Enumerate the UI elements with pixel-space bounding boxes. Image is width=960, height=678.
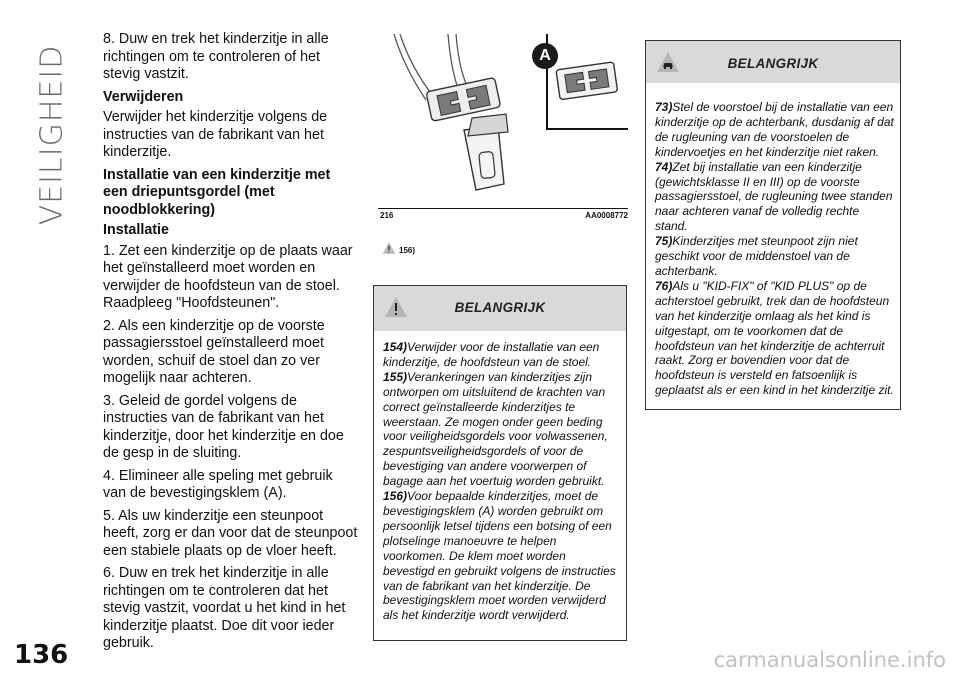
note-text: Zet bij installatie van een kinderzitje (gewichtsklasse II en III) op de voorste passagiersstoel, de rugleuning twee standen naar achteren vanaf de volledig rechte stand.	[655, 159, 893, 234]
detail-frame	[546, 34, 628, 130]
note-154	[383, 340, 620, 370]
install-subheading: Installatie	[103, 222, 169, 238]
note-number: 76)	[655, 278, 673, 293]
step-3: 3. Geleid de gordel volgens de instructies van de fabrikant van het kinderzitje, door het kinderzitje en doe de gesp in de sluiting.	[103, 392, 344, 461]
note-text: Kinderzitjes met steunpoot zijn niet geschikt voor de middenstoel van de achterbank.	[655, 234, 858, 278]
page-number: 136	[14, 640, 69, 670]
install-heading: Installatie van een kinderzitje met een driepuntsgordel (met noodblokkering)	[103, 166, 331, 218]
warning-box-title: BELANGRIJK	[454, 300, 546, 315]
step-2: 2. Als een kinderzitje op de voorste passagiersstoel geïnstalleerd moet worden, schuif de stoel dan zo ver mogelijk naar achteren.	[103, 317, 325, 386]
note-76	[655, 279, 894, 398]
section-title	[30, 30, 74, 240]
note-156	[383, 489, 620, 623]
section-title-text: VEILIGHEID	[34, 44, 70, 226]
note-text: Stel de voorstoel bij de installatie van een kinderzitje op de achterbank, dusdanig af dat de rugleuning van de voorstoelen de kindervoetjes en het kinderzitje niet raken.	[655, 100, 894, 159]
step-4: 4. Elimineer alle speling met gebruik van de bevestigingsklem (A).	[103, 467, 333, 501]
note-number: 74)	[655, 159, 673, 174]
warning-box-right	[645, 40, 901, 410]
step-6: 6. Duw en trek het kinderzitje in alle richtingen om te controleren dat het stevig vastzit, voordat u het kind in het kinderzitje plaatst. Doe dit voor ieder gebruik.	[103, 565, 346, 651]
note-number: 75)	[655, 234, 673, 249]
note-74	[655, 160, 894, 235]
warning-box-header	[374, 286, 626, 331]
warning-box-body	[383, 340, 620, 623]
note-number: 156)	[383, 489, 408, 504]
step-5: 5. Als uw kinderzitje een steunpoot heeft, zorg er dan voor dat de steunpoot een stabiele plaats op de vloer heeft.	[103, 507, 358, 559]
warning-box-title: BELANGRIJK	[727, 56, 819, 71]
note-number: 154)	[383, 340, 408, 354]
note-text: Als u "KID-FIX" of "KID PLUS" op de achterstoel gebruikt, trek dan de hoofdsteun van het kinderzitje omlaag als het kind is uitgestapt, om te voorkomen dat de hoofdsteun van het kinderzitje de achterruit raakt. Zorg er bovendien voor dat de hoofdsteun is versteld en fatsoenlijk is geplaatst als er een kind in het kinderzitje zit.	[655, 278, 894, 398]
figure-caption-rule	[378, 208, 628, 209]
warning-reference-number: 156)	[399, 246, 416, 255]
note-text: Voor bepaalde kinderzitjes, moet de bevestigingsklem (A) worden gebruikt om persoonlijk letsel tijdens een botsing of een plotselinge manoeuvre te helpen voorkomen. De klem moet worden bevestigd en gebruikt volgens de instructies van de fabrikant van het kinderzitje. De bevestigingsklem moet worden verwijderd als het kinderzitje wordt verwijderd.	[383, 489, 616, 623]
watermark: carmanualsonline.info	[713, 648, 946, 672]
figure-216	[378, 34, 628, 224]
remove-heading: Verwijderen	[103, 88, 184, 105]
note-number: 155)	[383, 369, 408, 384]
warning-triangle-icon	[382, 241, 396, 255]
warning-box-body	[655, 100, 894, 398]
warning-box-header	[646, 41, 900, 83]
step-1: 1. Zet een kinderzitje op de plaats waar het geïnstalleerd moet worden en verwijder de hoofdsteun van de stoel. Raadpleeg "Hoofdsteunen".	[103, 242, 353, 311]
note-155	[383, 370, 620, 489]
figure-code: AA0008772	[585, 211, 628, 220]
left-column	[103, 31, 358, 658]
note-number: 73)	[655, 100, 673, 114]
note-text: Verwijder voor de installatie van een kinderzitje, de hoofdsteun van de stoel.	[383, 340, 600, 369]
remove-text: Verwijder het kinderzitje volgens de instructies van de fabrikant van het kinderzitje.	[103, 109, 328, 160]
warning-box-middle	[373, 285, 627, 641]
note-75	[655, 234, 894, 279]
note-73	[655, 100, 894, 160]
step-8: 8. Duw en trek het kinderzitje in alle richtingen om te controleren of het stevig vastzit.	[103, 31, 329, 82]
callout-a: A	[532, 43, 558, 69]
note-text: Verankeringen van kinderzitjes zijn ontworpen om uitsluitend de krachten van correct geïnstalleerde kinderzitjes te weerstaan. Ze mogen onder geen beding voor veiligheidsgordels voor volwassenen, zespuntsveiligheidsgordels of voor de bevestiging van andere voorwerpen of bagage aan het voertuig worden gebruikt.	[383, 369, 608, 489]
figure-number: 216	[380, 211, 394, 220]
